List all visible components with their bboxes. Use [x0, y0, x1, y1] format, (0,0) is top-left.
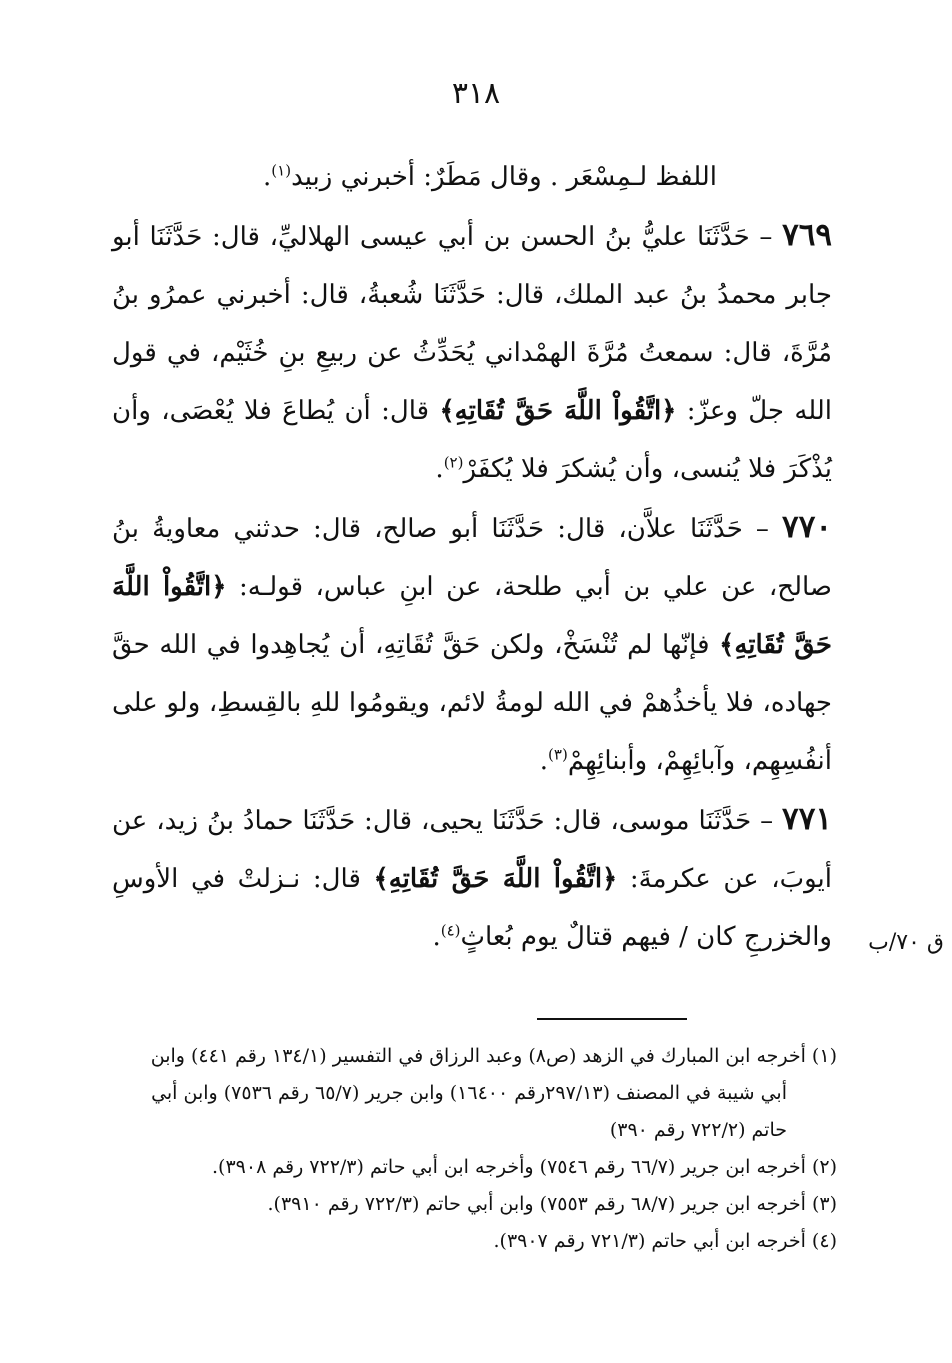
- hadith-text: قال: نـزلتْ في الأوسِ والخزرجِ كان / فيهم قتالٌ يوم بُعاثٍ: [112, 864, 832, 952]
- footnote-ref: (٣): [548, 745, 568, 764]
- hadith-text: .: [435, 454, 444, 484]
- hadith-text: قال: أن يُطاعَ فلا يُعْصَى، وأن يُذْكَرَ فلا يُنسى، وأن يُشكرَ فلا يُكفَرْ: [112, 396, 832, 484]
- main-text: [112, 148, 832, 966]
- footnote-2: (٢) أخرجه ابن جرير (٦٦/٧ رقم ٧٥٤٦) وأخرجه ابن أبي حاتم (٧٢٢/٣ رقم ٣٩٠٨).: [212, 1156, 837, 1178]
- intro-paragraph: [112, 148, 832, 206]
- hadith-771: [112, 790, 832, 966]
- hadith-number: ٧٧٠: [782, 509, 832, 545]
- manuscript-folio-note: ق ٧٠/ب: [868, 930, 944, 955]
- paragraph-text: .: [263, 162, 272, 192]
- hadith-number: ٧٧١: [782, 801, 832, 837]
- quran-verse: ﴿اتَّقُواْ اللَّهَ حَقَّ تُقَاتِهِ﴾: [112, 572, 833, 660]
- footnote-line: حاتم (٧٢٢/٢ رقم ٣٩٠): [609, 1119, 787, 1141]
- hadith-text: .: [432, 922, 441, 952]
- paragraph-text: اللفظ لـمِسْعَر . وقال مَطَرٌ: أخبرني زبيد: [291, 162, 717, 192]
- footnote-divider: [537, 1018, 687, 1020]
- footnote-ref: (١): [271, 161, 292, 180]
- hadith-770: [112, 498, 832, 790]
- quran-verse: ﴿اتَّقُواْ اللَّهَ حَقَّ تُقَاتِهِ﴾: [373, 864, 618, 894]
- footnote-line: أبي شيبة في المصنف (٢٩٧/١٣رقم ١٦٤٠٠) وابن جرير (٦٥/٧ رقم ٧٥٣٦) وابن أبي: [151, 1082, 787, 1104]
- quran-verse: ﴿اتَّقُواْ اللَّهَ حَقَّ تُقَاتِهِ﴾: [439, 396, 677, 426]
- hadith-text: – حَدَّثَنَا عليُّ بنُ الحسن بن أبي عيسى الهلاليِّ، قال: حَدَّثَنَا أبو جابر محمدُ بنُ عبد الملك، قال: حَدَّثَنَا شُعبةُ، قال: أخبرني عمرُو بنُ مُرَّةَ، قال: سمعتُ مُرَّةَ الهمْداني يُحَدِّثُ عن ربيعِ بنِ خُثَيْم، في قول الله جلّ وعزّ:: [112, 222, 833, 426]
- hadith-text: – حَدَّثَنَا موسى، قال: حَدَّثَنَا يحيى، قال: حَدَّثَنَا حمادُ بنُ زيد، عن أيوبَ، عن عكرمةَ:: [112, 806, 832, 894]
- hadith-769: [112, 206, 832, 498]
- footnote-ref: (٢): [443, 453, 464, 472]
- footnote-3: (٣) أخرجه ابن جرير (٦٨/٧ رقم ٧٥٥٣) وابن أبي حاتم (٧٢٢/٣ رقم ٣٩١٠).: [267, 1193, 837, 1215]
- hadith-text: .: [539, 746, 549, 776]
- hadith-text: فإنّها لم تُنْسَخْ، ولكن حَقَّ تُقَاتِهِ، أن يُجاهِدوا في الله حقَّ جهاده، فلا يأخذُهمْ في الله لومةُ لائم، ويقومُوا للهِ بالقِسطِ، ولو على أنفُسِهِم، وآبائِهِمْ، وأبنائِهِمْ: [112, 630, 832, 776]
- footnote-1: [67, 1038, 837, 1149]
- footnotes: [67, 1038, 837, 1260]
- hadith-number: ٧٦٩: [782, 217, 833, 253]
- footnote-ref: (٤): [440, 921, 461, 940]
- footnote-line: (١) أخرجه ابن المبارك في الزهد (ص٨) وعبد الرزاق في التفسير (١٣٤/١ رقم ٤٤١) وابن: [150, 1045, 837, 1067]
- footnote-4: (٤) أخرجه ابن أبي حاتم (٧٢١/٣ رقم ٣٩٠٧).: [493, 1230, 837, 1252]
- hadith-text: – حَدَّثَنَا علاَّن، قال: حَدَّثَنَا أبو صالح، قال: حدثني معاويةُ بنُ صالح، عن علي بن أبي طلحة، عن ابنِ عباس، قولـه:: [112, 514, 833, 602]
- page-number: ٣١٨: [451, 76, 501, 111]
